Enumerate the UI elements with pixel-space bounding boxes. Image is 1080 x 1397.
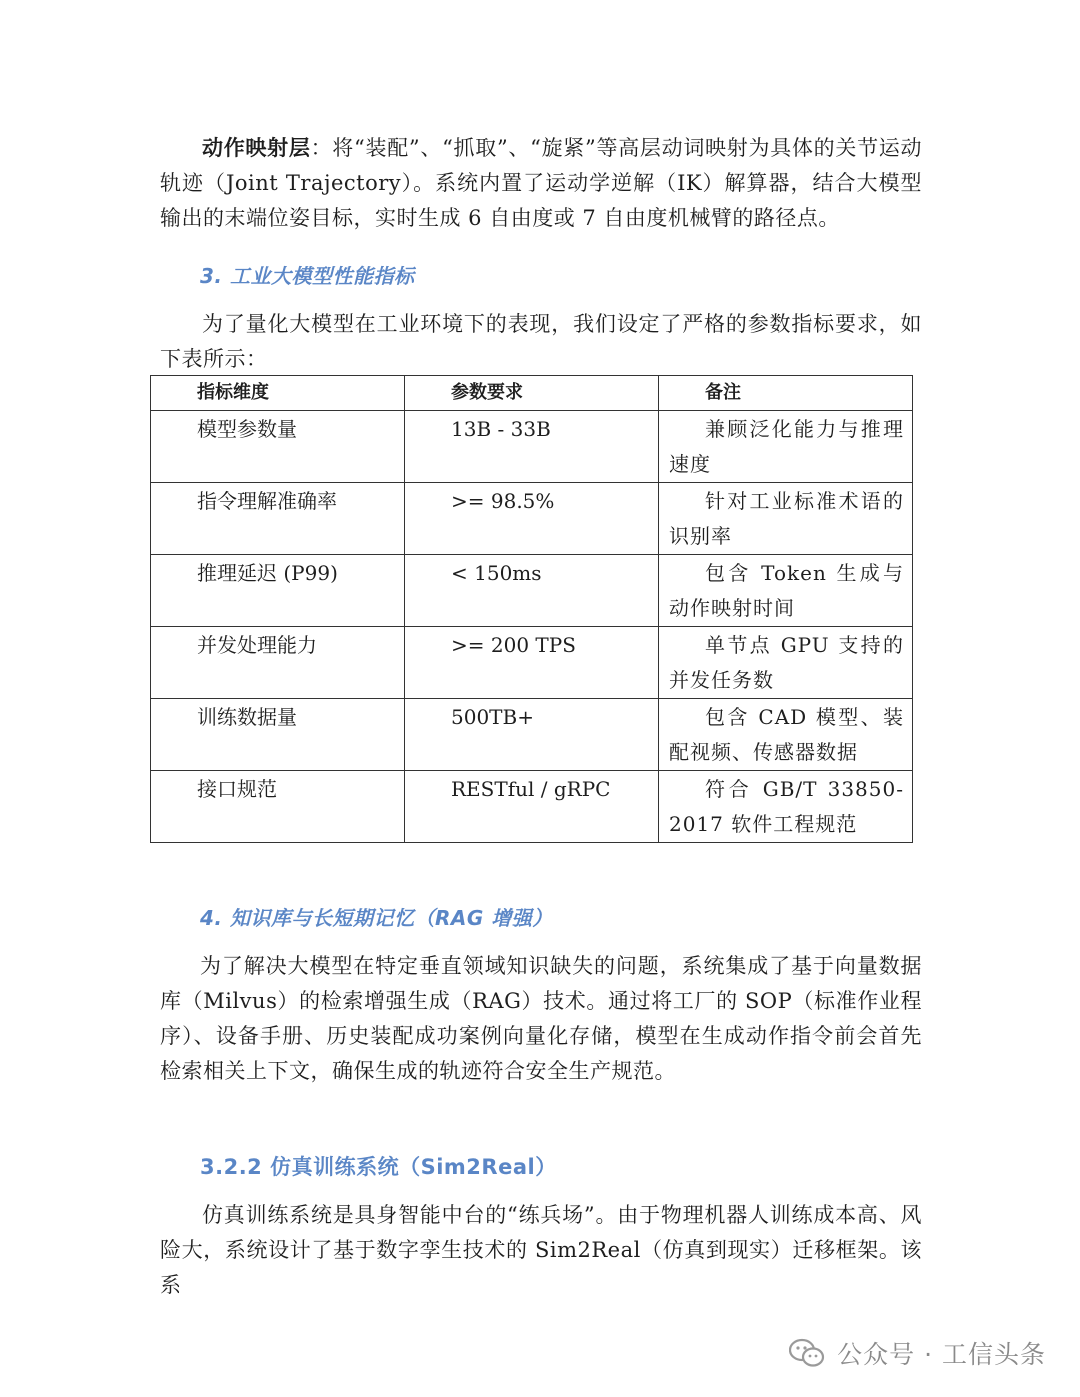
table-header-cell: 备注: [659, 376, 913, 411]
table-cell: 并发处理能力: [151, 627, 405, 699]
table-cell: 训练数据量: [151, 699, 405, 771]
table-cell: < 150ms: [405, 555, 659, 627]
table-cell: 针对工业标准术语的识别率: [659, 483, 913, 555]
table-cell: 500TB+: [405, 699, 659, 771]
table-cell: 推理延迟 (P99): [151, 555, 405, 627]
table-cell: >= 98.5%: [405, 483, 659, 555]
table-cell: 包含 CAD 模型、装配视频、传感器数据: [659, 699, 913, 771]
table-cell: 单节点 GPU 支持的并发任务数: [659, 627, 913, 699]
table-row: [151, 483, 913, 555]
paragraph-text: ：将“装配”、“抓取”、“旋紧”等高层动词映射为具体的关节运动轨迹（Joint Trajectory）。系统内置了运动学逆解（IK）解算器，结合大模型输出的末端位姿目标，实时生成 6 自由度或 7 自由度机械臂的路径点。: [160, 136, 923, 230]
table-cell: 符合 GB/T 33850-2017 软件工程规范: [659, 771, 913, 843]
table-cell: 指令理解准确率: [151, 483, 405, 555]
table-cell: 13B - 33B: [405, 411, 659, 483]
section-heading-sim2real: 3.2.2 仿真训练系统（Sim2Real）: [200, 1155, 557, 1179]
table-header-cell: 参数要求: [405, 376, 659, 411]
table-cell: >= 200 TPS: [405, 627, 659, 699]
paragraph-lead-term: 动作映射层: [202, 136, 311, 160]
table-cell: 兼顾泛化能力与推理速度: [659, 411, 913, 483]
table-row: [151, 771, 913, 843]
watermark-text: 公众号 · 工信头条: [837, 1340, 1046, 1369]
table-header-row: [151, 376, 913, 411]
paragraph-sim2real: 仿真训练系统是具身智能中台的“练兵场”。由于物理机器人训练成本高、风险大，系统设计了基于数字孪生技术的 Sim2Real（仿真到现实）迁移框架。该系: [160, 1203, 922, 1297]
table-row: [151, 555, 913, 627]
table-cell: RESTful / gRPC: [405, 771, 659, 843]
table-cell: 包含 Token 生成与动作映射时间: [659, 555, 913, 627]
table-header-cell: 指标维度: [151, 376, 405, 411]
paragraph-rag: 为了解决大模型在特定垂直领域知识缺失的问题，系统集成了基于向量数据库（Milvus）的检索增强生成（RAG）技术。通过将工厂的 SOP（标准作业程序）、设备手册、历史装配成功案例向量化存储，模型在生成动作指令前会首先检索相关上下文，确保生成的轨迹符合安全生产规范。: [160, 954, 922, 1083]
section-heading-performance: 3. 工业大模型性能指标: [200, 264, 415, 288]
table-row: [151, 699, 913, 771]
table-cell: 接口规范: [151, 771, 405, 843]
table-row: [151, 411, 913, 483]
table-row: [151, 627, 913, 699]
paragraph-action-mapping: [160, 131, 922, 236]
table-cell: 模型参数量: [151, 411, 405, 483]
wechat-icon: [789, 1338, 825, 1368]
paragraph-performance-intro: 为了量化大模型在工业环境下的表现，我们设定了严格的参数指标要求，如下表所示：: [160, 312, 922, 371]
wechat-watermark: [789, 1335, 1046, 1371]
section-heading-rag: 4. 知识库与长短期记忆（RAG 增强）: [200, 906, 553, 930]
performance-table: [150, 375, 913, 843]
